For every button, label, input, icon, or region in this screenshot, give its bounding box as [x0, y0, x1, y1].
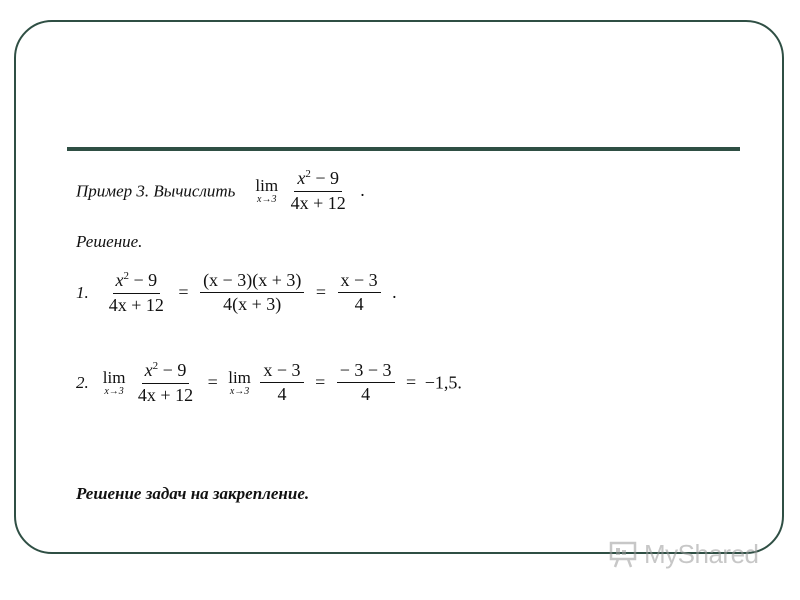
fraction: $\frac{x - 3}{4}$: [338, 271, 381, 316]
solution-label: Решение.: [76, 232, 143, 251]
example-expression: lim x→3 $\frac{x^2 - 9}{4x + 12}$ .: [255, 168, 365, 213]
fraction: $\frac{x^2 - 9}{4x + 12}$: [290, 168, 346, 213]
example-label: Пример 3. Вычислить: [76, 181, 236, 201]
step-1: [76, 270, 401, 316]
step-2: [76, 360, 462, 406]
fraction: $\frac{(x - 3)(x + 3)}{4(x + 3)}$: [200, 271, 304, 316]
limit-operator: lim x→3: [255, 175, 279, 205]
step-1-index: 1.: [76, 283, 89, 303]
presentation-board-icon: [608, 539, 638, 569]
limit-operator: lim x→3: [102, 367, 126, 397]
fraction: $\frac{x - 3}{4}$: [260, 361, 303, 406]
fraction: $\frac{x^2 - 9}{4x + 12}$: [137, 360, 194, 405]
fraction: $\frac{x^2 - 9}{4x + 12}$: [108, 270, 164, 315]
step-1-expression: $\frac{x^2 - 9}{4x + 12}$ = $\frac{(x - 3)(x + 3)}{4(x + 3)}$ = $\frac{x - 3}{4}$ .: [103, 281, 401, 301]
title-divider: [67, 147, 740, 151]
fraction: $\frac{- 3 - 3}{4}$: [337, 361, 395, 406]
result-value: −1,5.: [424, 372, 462, 393]
step-2-expression: lim x→3 $\frac{x^2 - 9}{4x + 12}$ = lim x→3 $\frac{x - 3}{4}$ = $\frac{- 3 - 3}{4}$ = −1,5.: [102, 359, 462, 405]
example-line: [76, 168, 369, 214]
step-2-index: 2.: [76, 373, 89, 393]
limit-operator: lim x→3: [228, 367, 251, 397]
watermark: [608, 537, 768, 571]
watermark-text: MyShared: [644, 538, 759, 569]
practice-task-heading: Решение задач на закрепление.: [76, 484, 310, 503]
